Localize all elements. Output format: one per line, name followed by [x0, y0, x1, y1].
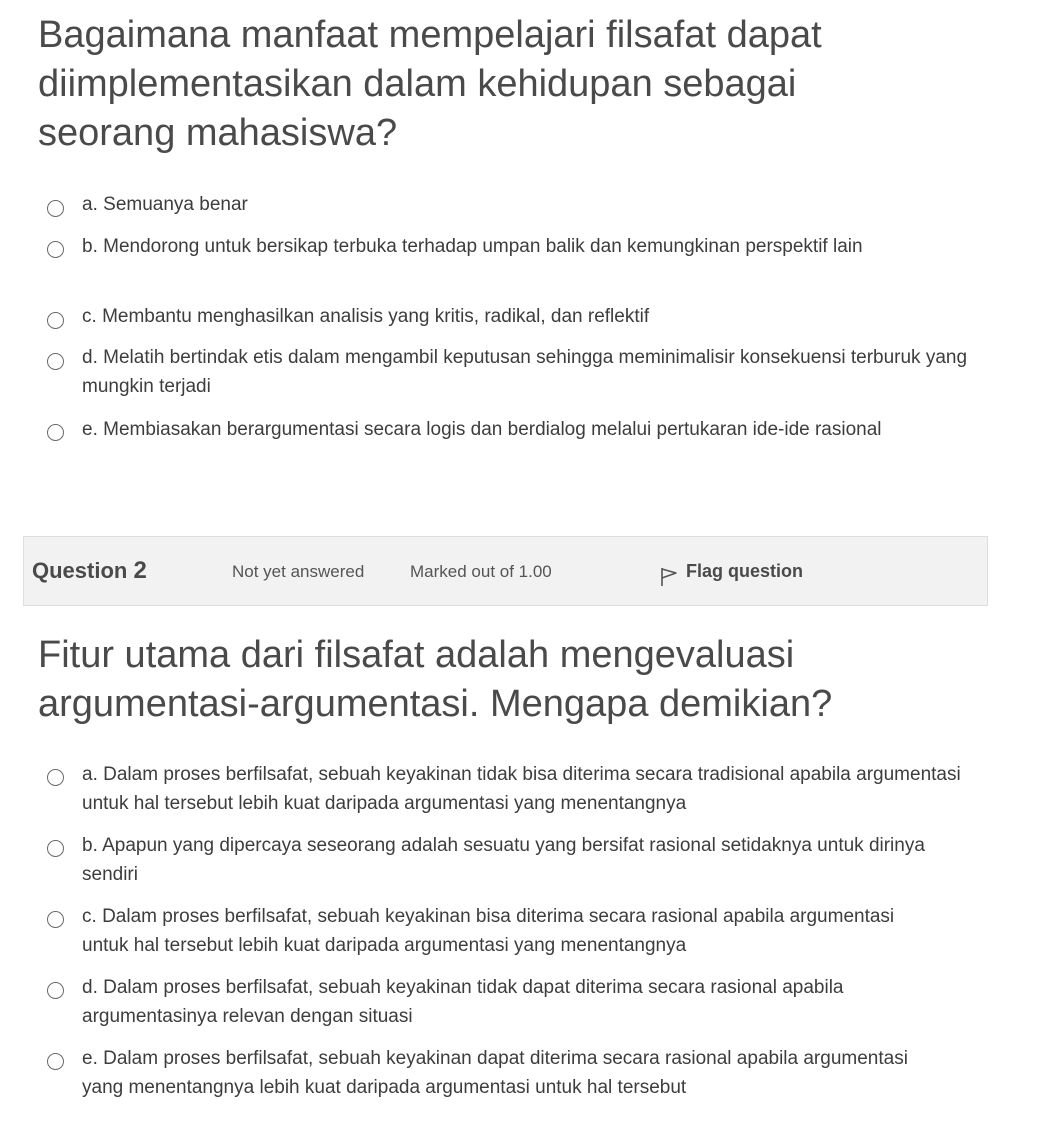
question-1-text: Bagaimana manfaat mempelajari filsafat dapat diimplementasikan dalam kehidupan sebagai seorang mahasiswa? [38, 14, 822, 154]
q2-answer-d-label[interactable]: d. Dalam proses berfilsafat, sebuah keyakinan tidak dapat diterima secara rasional apabila argumentasinya relevan dengan situasi [82, 977, 844, 1027]
question-2-text: Fitur utama dari filsafat adalah mengevaluasi argumentasi-argumentasi. Mengapa demikian? [38, 634, 833, 725]
q2-answer-e-radio[interactable] [47, 1053, 64, 1070]
flag-question-label[interactable]: Flag question [686, 561, 803, 581]
q2-answer-e-label[interactable]: e. Dalam proses berfilsafat, sebuah keyakinan dapat diterima secara rasional apabila argumentasi yang menentangnya lebih kuat daripada argumentasi untuk hal tersebut [82, 1048, 908, 1098]
q2-answer-d-radio[interactable] [47, 982, 64, 999]
q1-answer-d-radio[interactable] [47, 353, 64, 370]
q1-answer-a-radio[interactable] [47, 200, 64, 217]
q2-answer-b-radio[interactable] [47, 840, 64, 857]
q1-answer-d-label[interactable]: d. Melatih bertindak etis dalam mengambil keputusan sehingga meminimalisir konsekuensi terburuk yang mungkin terjadi [82, 347, 968, 397]
q1-answer-c-label[interactable]: c. Membantu menghasilkan analisis yang kritis, radikal, dan reflektif [82, 306, 650, 327]
q1-answer-e-radio[interactable] [47, 424, 64, 441]
question-state: Not yet answered [232, 562, 365, 581]
q1-answer-a-label[interactable]: a. Semuanya benar [82, 194, 248, 215]
flag-icon [659, 567, 679, 587]
q1-answer-b-radio[interactable] [47, 241, 64, 258]
q1-answer-c-radio[interactable] [47, 312, 64, 329]
q2-answer-b-label[interactable]: b. Apapun yang dipercaya seseorang adalah sesuatu yang bersifat rasional setidaknya untuk dirinya sendiri [82, 835, 925, 885]
q2-answer-a-label[interactable]: a. Dalam proses berfilsafat, sebuah keyakinan tidak bisa diterima secara tradisional apabila argumentasi untuk hal tersebut lebih kuat daripada argumentasi yang menentangnya [82, 764, 961, 814]
q1-answer-b-label[interactable]: b. Mendorong untuk bersikap terbuka terhadap umpan balik dan kemungkinan perspektif lain [82, 236, 863, 257]
question-grade: Marked out of 1.00 [410, 562, 552, 581]
q2-answer-a-radio[interactable] [47, 769, 64, 786]
q2-answer-c-radio[interactable] [47, 911, 64, 928]
question-2-info [23, 536, 988, 606]
question-number: Question 2 [32, 557, 147, 584]
q1-answer-e-label[interactable]: e. Membiasakan berargumentasi secara logis dan berdialog melalui pertukaran ide-ide rasional [82, 419, 882, 440]
q2-answer-c-label[interactable]: c. Dalam proses berfilsafat, sebuah keyakinan bisa diterima secara rasional apabila argumentasi untuk hal tersebut lebih kuat daripada argumentasi yang menentangnya [82, 906, 895, 956]
